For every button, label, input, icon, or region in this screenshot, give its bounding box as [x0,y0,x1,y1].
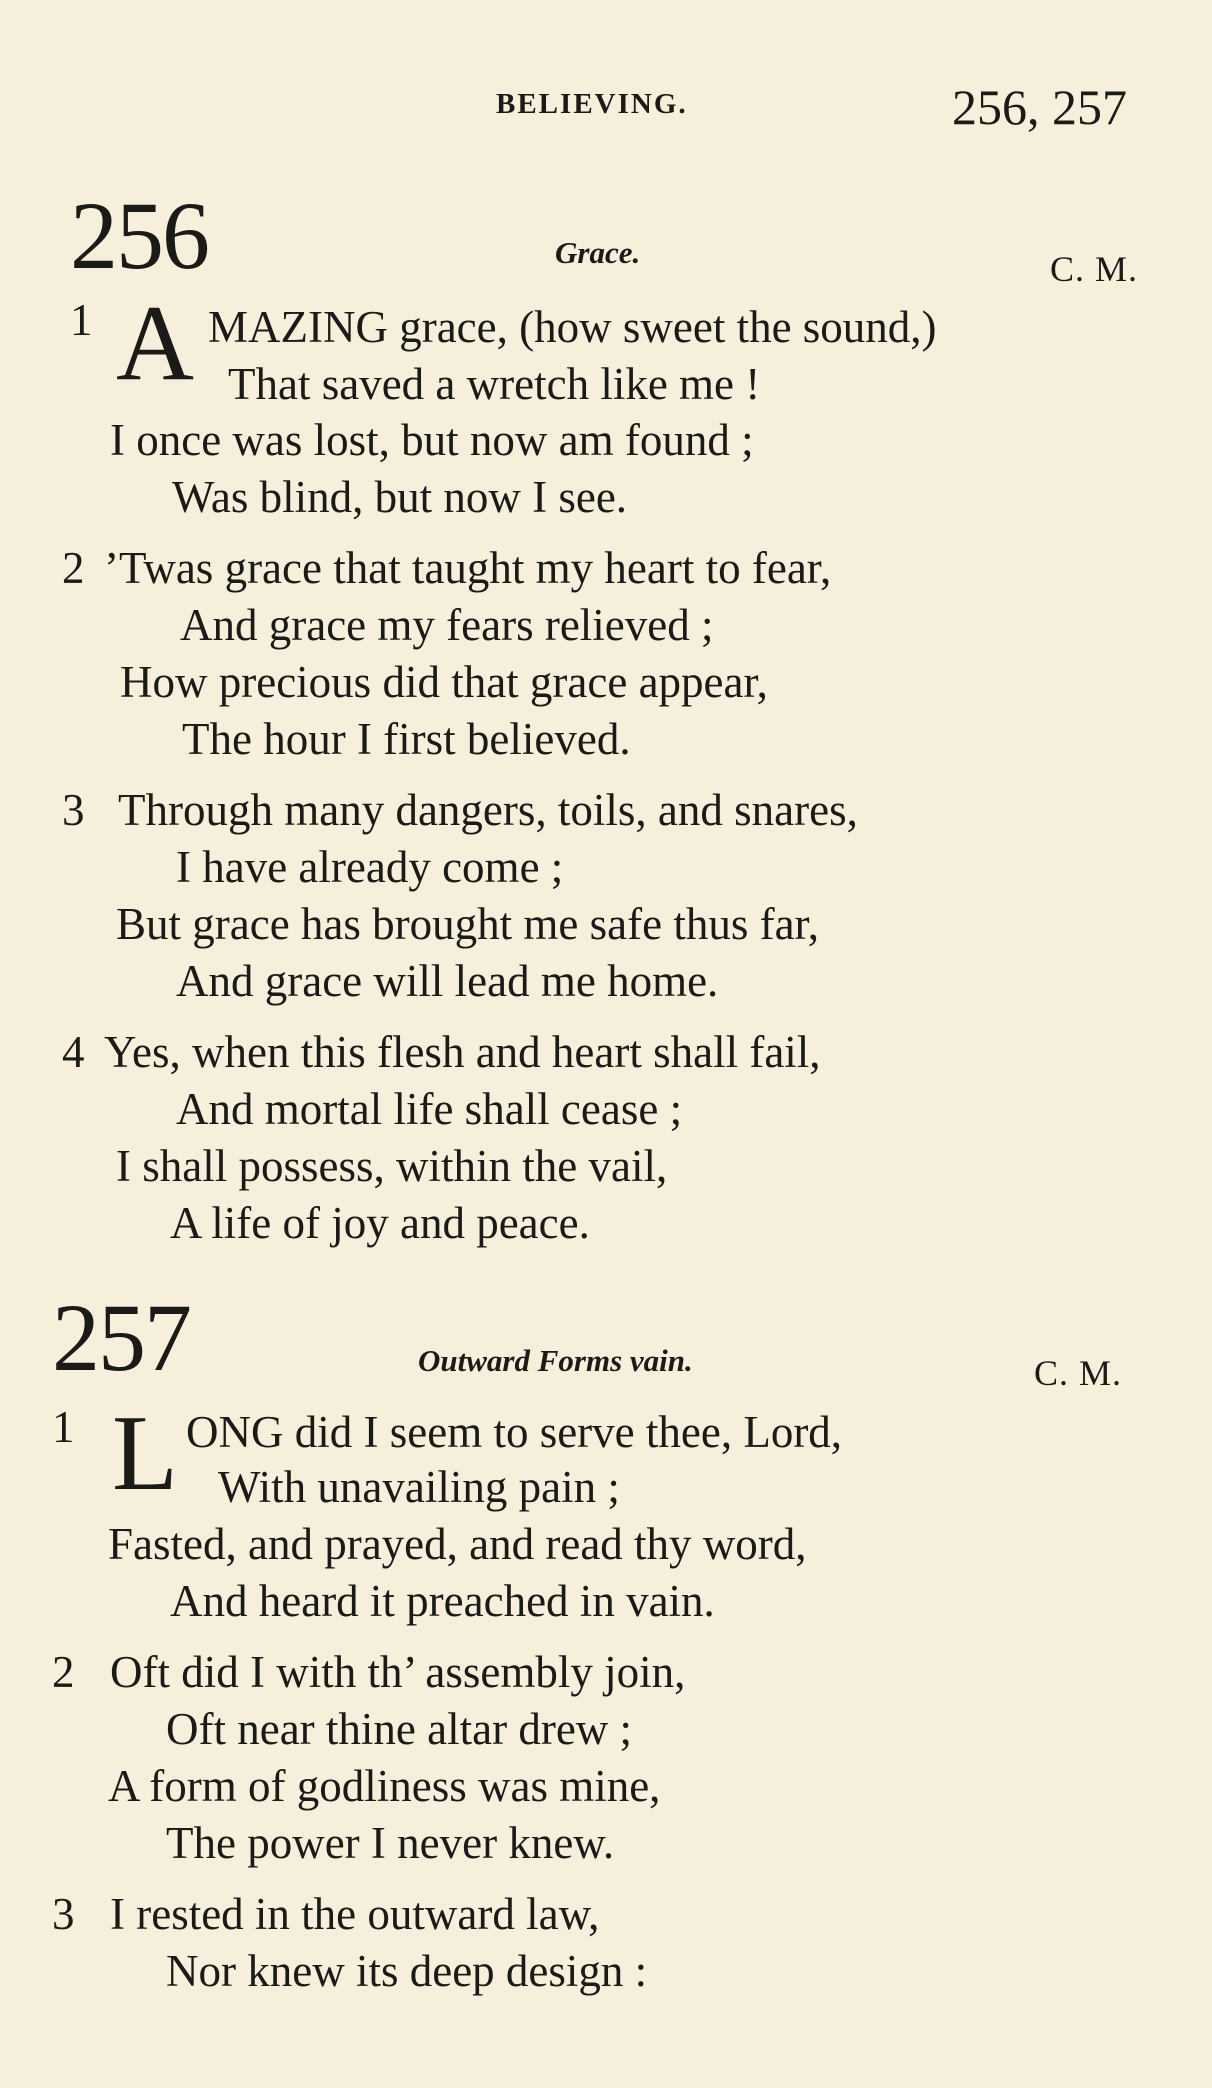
verse-line: How precious did that grace appear, [120,657,768,707]
verse-line: And grace my fears relieved ; [180,600,714,650]
hymn-number: 256 [70,182,208,289]
verse-line: Oft near thine altar drew ; [166,1704,633,1754]
verse-line: MAZING grace, (how sweet the sound,) [208,302,937,352]
verse-line: Through many dangers, toils, and snares, [118,785,858,835]
verse-line: I rested in the outward law, [110,1889,600,1939]
verse-line: Nor knew its deep design : [166,1946,648,1996]
running-head [0,78,1212,138]
verse-line: A form of godliness was mine, [108,1761,661,1811]
hymn-number: 257 [52,1284,190,1391]
verse-line: And mortal life shall cease ; [176,1084,683,1134]
verse-line: I shall possess, within the vail, [116,1141,668,1191]
verse-line: Oft did I with th’ assembly join, [110,1647,686,1697]
verse-line: Was blind, but now I see. [172,472,628,522]
verse-line: And grace will lead me home. [176,956,719,1006]
verse-line: I have already come ; [176,842,564,892]
verse-line: With unavailing pain ; [218,1462,620,1512]
verse-number: 2 [62,543,85,593]
verse-line: But grace has brought me safe thus far, [116,899,819,949]
hymn-range: 256, 257 [952,79,1127,135]
hymn-meter: C. M. [1050,249,1139,289]
verse-number: 2 [52,1647,75,1697]
verse-number: 1 [52,1402,75,1452]
verse-number: 3 [62,785,85,835]
verse-line: Yes, when this flesh and heart shall fail, [104,1027,821,1077]
hymn-meter: C. M. [1034,1353,1123,1393]
drop-cap: L [112,1394,178,1513]
verse-line: A life of joy and peace. [170,1198,590,1248]
verse-line: ’Twas grace that taught my heart to fear, [104,543,832,593]
verse-line: Fasted, and prayed, and read thy word, [108,1519,807,1569]
drop-cap: A [116,284,194,403]
section-title: BELIEVING. [496,88,688,120]
verse-line: The hour I first believed. [182,714,631,764]
verse-line: That saved a wretch like me ! [228,359,761,409]
verse-line: ONG did I seem to serve thee, Lord, [186,1407,843,1457]
verse-line: The power I never knew. [166,1818,615,1868]
verse-line: And heard it preached in vain. [170,1576,715,1626]
hymn-title: Outward Forms vain. [418,1343,693,1378]
verse-number: 3 [52,1889,75,1939]
verse-number: 4 [62,1027,85,1077]
hymn-title: Grace. [555,235,641,270]
verse-number: 1 [70,295,93,345]
verse-line: I once was lost, but now am found ; [110,415,754,465]
